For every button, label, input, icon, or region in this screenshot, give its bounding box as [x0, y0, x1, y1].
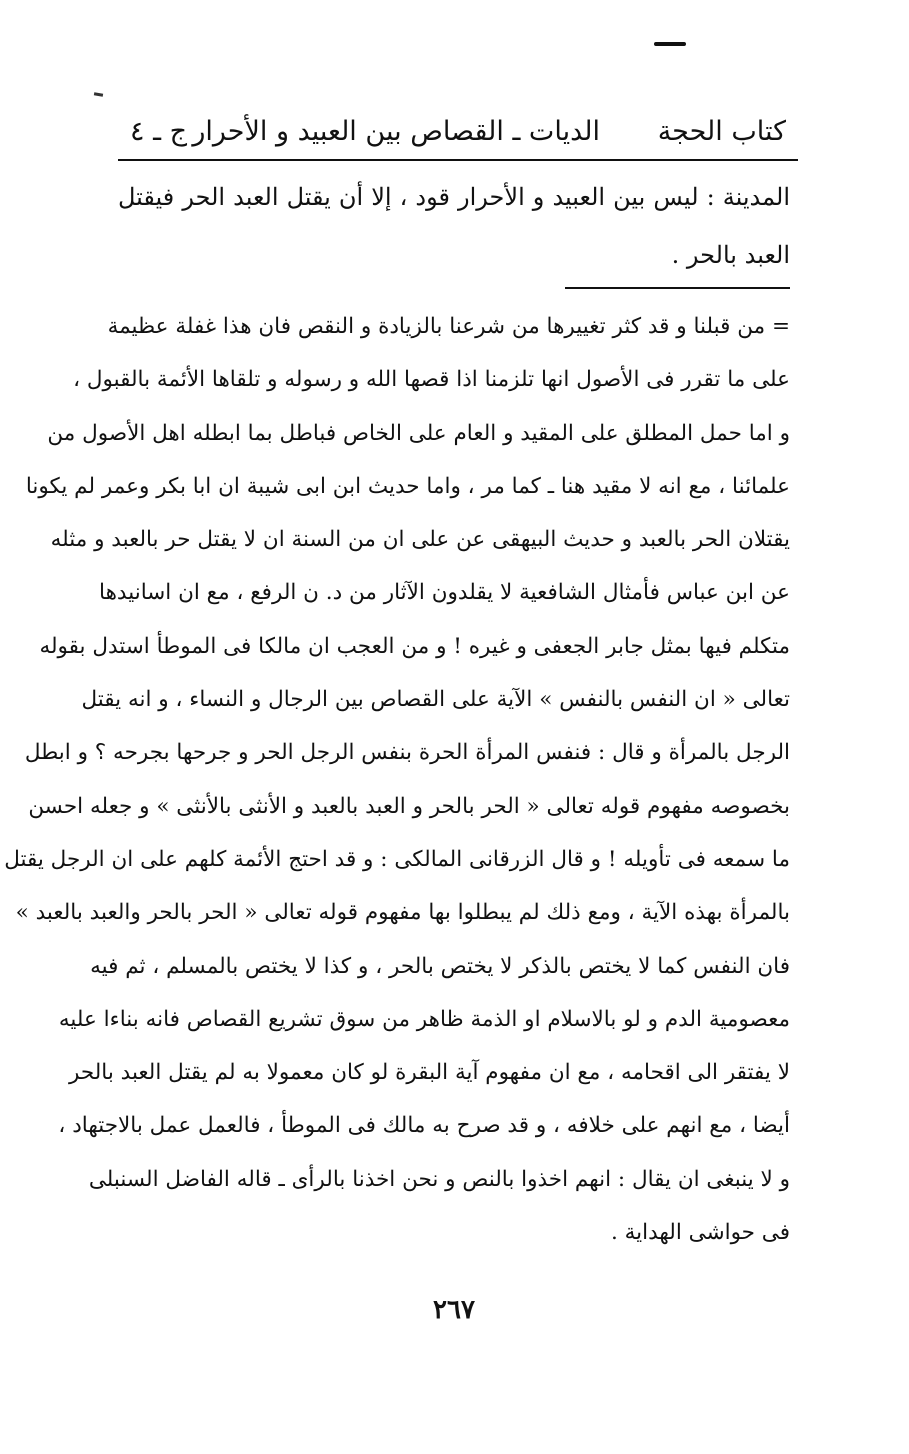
footnote-line: عن ابن عباس فأمثال الشافعية لا يقلدون الآثار من د. ن الرفع ، مع ان اسانيدها — [99, 580, 790, 606]
footnote-line: متكلم فيها بمثل جابر الجعفى و غيره ! و من العجب ان مالكا فى الموطأ استدل بقوله — [39, 633, 790, 659]
page-number: ٢٦٧ — [433, 1295, 475, 1325]
footnote-line: علمائنا ، مع انه لا مقيد هنا ـ كما مر ، واما حديث ابن ابى شيبة ان ابا بكر وعمر لم يكونا — [25, 473, 790, 499]
header-divider — [118, 159, 798, 161]
footnote-line: يقتلان الحر بالعبد و حديث البيهقى عن على ان من السنة ان لا يقتل حر بالعبد و مثله — [50, 527, 790, 553]
footnote-block — [4, 300, 790, 1259]
header-chapter-title: الديات ـ القصاص بين العبيد و الأحرار — [192, 116, 600, 147]
running-header — [118, 106, 798, 156]
footnote-line: معصومية الدم و لو بالاسلام او الذمة ظاهر من سوق تشريع القصاص فانه بناءا عليه — [58, 1006, 790, 1032]
footnote-line: تعالى « ان النفس بالنفس » الآية على القصاص بين الرجال و النساء ، و انه يقتل — [81, 687, 790, 713]
footnote-line: فان النفس كما لا يختص بالذكر لا يختص بالحر ، و كذا لا يختص بالمسلم ، ثم فيه — [90, 953, 790, 979]
footnote-line: و اما حمل المطلق على المقيد و العام على الخاص فباطل بما ابطله اهل الأصول من — [47, 420, 790, 446]
footnote-line: فى حواشى الهداية . — [610, 1220, 790, 1246]
footnote-line: أيضا ، مع انهم على خلافه ، و قد صرح به مالك فى الموطأ ، فالعمل عمل بالاجتهاد ، — [58, 1113, 790, 1139]
header-book-title: كتاب الحجة — [657, 116, 786, 147]
footnote-line: الرجل بالمرأة و قال : فنفس المرأة الحرة بنفس الرجل الحر و جرحها بجرحه ؟ و ابطل — [24, 740, 790, 766]
footnote-line: على ما تقرر فى الأصول انها تلزمنا اذا قصها الله و رسوله و تلقاها الأئمة بالقبول ، — [73, 367, 790, 393]
footnote-line: بخصوصه مفهوم قوله تعالى « الحر بالحر و العبد بالعبد و الأنثى بالأنثى » و جعله احسن — [28, 793, 790, 819]
footnote-divider — [565, 287, 790, 289]
header-volume: ج ـ ٤ — [130, 116, 188, 147]
corner-scan-mark — [94, 92, 103, 97]
footnote-line: ما سمعه فى تأويله ! و قال الزرقانى المالكى : و قد احتج الأئمة كلهم على ان الرجل يقتل — [4, 846, 790, 872]
main-text-block — [118, 168, 790, 284]
footnote-line: و لا ينبغى ان يقال : انهم اخذوا بالنص و نحن اخذنا بالرأى ـ قاله الفاضل السنبلى — [88, 1166, 790, 1192]
footnote-line: لا يفتقر الى اقحامه ، مع ان مفهوم آية البقرة لو كان معمولا به لم يقتل العبد بالحر — [69, 1060, 790, 1086]
footnote-line: = من قبلنا و قد كثر تغييرها من شرعنا بالزيادة و النقص فان هذا غفلة عظيمة — [107, 314, 790, 339]
top-dash-mark — [654, 42, 686, 46]
main-paragraph: المدينة : ليس بين العبيد و الأحرار قود ، إلا أن يقتل العبد الحر فيقتل العبد بالحر . — [118, 183, 790, 269]
footnote-line: بالمرأة بهذه الآية ، ومع ذلك لم يبطلوا بها مفهوم قوله تعالى « الحر بالحر والعبد بالعبد » — [15, 900, 790, 926]
